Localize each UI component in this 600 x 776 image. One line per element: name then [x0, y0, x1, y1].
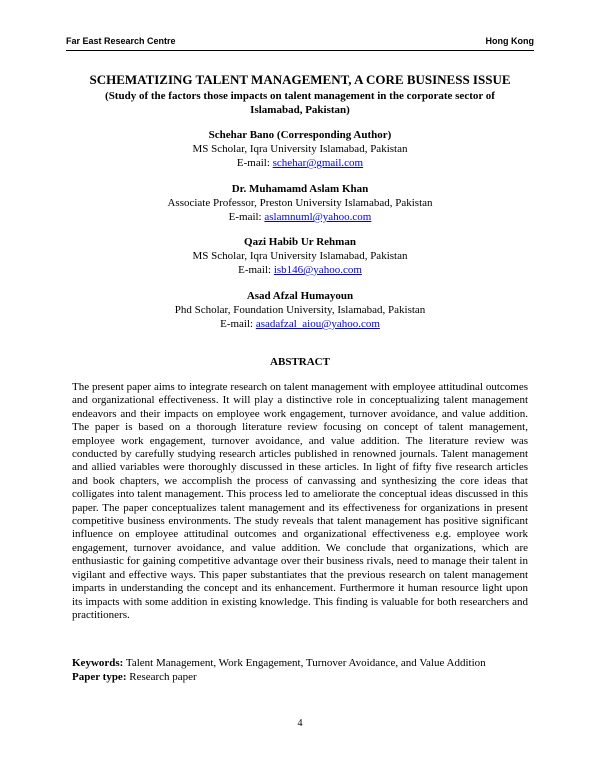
author-name: Qazi Habib Ur Rehman [244, 236, 356, 248]
paper-type-line [72, 670, 528, 684]
paper-type-text: Research paper [126, 671, 197, 683]
header-rule [66, 50, 534, 51]
author-affiliation: Associate Professor, Preston University Islamabad, Pakistan [167, 197, 433, 209]
abstract-heading: ABSTRACT [270, 356, 330, 368]
author-email-link[interactable]: aslamnuml@yahoo.com [264, 211, 372, 223]
author-email-line [60, 317, 540, 331]
page-number: 4 [297, 718, 303, 729]
abstract-body: The present paper aims to integrate research on talent management with employee attitudinal outcomes and organizational effectiveness. It will play a distinctive role in conceptualizing talent management endeavors and their impacts on employee work engagement, turnover avoidance, and value addition. The paper is based on a thorough literature review focusing on concept of talent management, employee work engagement, turnover avoidance, and value addition. The literature review was conducted by carefully studying research articles published in renowned journals. Talent management and allied variables were thoroughly discussed in these articles. In light of fifty five research articles and book chapters, we accomplish the process of canvassing and synthesizing the core ideas that colligates into talent management. This process led to ameliorate the conceptual ideas discussed in this paper. The paper conceptualizes talent management and its effectiveness for organizations in present competitive business environments. The study reveals that talent management has positive significant influence on employee attitudinal outcomes and organizational effectiveness e.g. employee work engagement, turnover avoidance, and value addition. We conclude that organizations, which are enthusiastic for gaining competitive advantage over their business rivals, need to manage their talent in vigilant and effective ways. This paper substantiates that the previous research on talent management imparts in understanding the concept and its enhancement. Furthermore it human resource light upon its impacts with some addition in existing knowledge. This finding is valuable for both researchers and practitioners. [72, 381, 528, 621]
keywords-line [72, 656, 528, 670]
running-header [66, 36, 534, 50]
email-label: E-mail: [238, 264, 274, 276]
paper-title: SCHEMATIZING TALENT MANAGEMENT, A CORE BUSINESS ISSUE [89, 72, 511, 87]
paper-type-label: Paper type: [72, 671, 127, 683]
author-affiliation: MS Scholar, Iqra University Islamabad, Pakistan [192, 143, 408, 155]
author-email-link[interactable]: schehar@gmail.com [272, 157, 364, 169]
author-block [60, 128, 540, 170]
author-email-link[interactable]: asadafzal_aiou@yahoo.com [255, 318, 380, 330]
email-label: E-mail: [236, 157, 273, 169]
header-location: Hong Kong [485, 36, 534, 46]
keywords-text: Talent Management, Work Engagement, Turnover Avoidance, and Value Addition [123, 657, 486, 669]
author-block [60, 235, 540, 277]
author-email-line [60, 210, 540, 224]
author-block [60, 289, 540, 331]
author-name: Asad Afzal Humayoun [246, 290, 354, 302]
keywords-label: Keywords: [72, 657, 124, 669]
author-email-link[interactable]: isb146@yahoo.com [273, 264, 362, 276]
author-name: Dr. Muhamamd Aslam Khan [231, 183, 369, 195]
author-affiliation: Phd Scholar, Foundation University, Islamabad, Pakistan [174, 304, 426, 316]
author-affiliation: MS Scholar, Iqra University Islamabad, Pakistan [192, 250, 408, 262]
author-block [60, 182, 540, 224]
email-label: E-mail: [228, 211, 265, 223]
author-email-line [60, 263, 540, 277]
author-email-line [60, 156, 540, 170]
paper-subtitle: (Study of the factors those impacts on talent management in the corporate sector of Islamabad, Pakistan) [105, 90, 495, 116]
email-label: E-mail: [220, 318, 256, 330]
author-name: Schehar Bano (Corresponding Author) [208, 129, 392, 141]
header-journal: Far East Research Centre [66, 36, 176, 46]
